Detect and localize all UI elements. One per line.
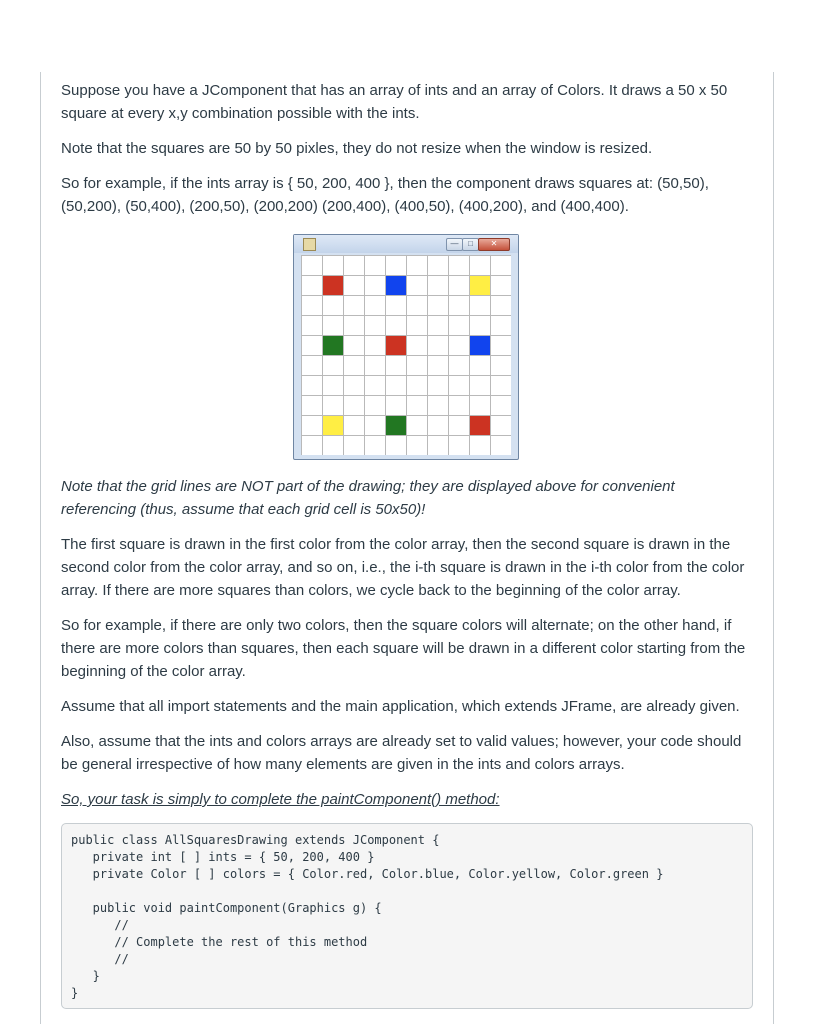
square-yellow-3 [470, 276, 490, 295]
code-block: public class AllSquaresDrawing extends JComponent { private int [ ] ints = { 50, 200, 400 } private Color [ ] colors = { Color.red, Color.blue, Color.yellow, Color.green } public void paintComponent(Graphics g) { // // Complete the rest of this method // } } [61, 823, 753, 1009]
example-paragraph: So for example, if the ints array is { 50, 200, 400 }, then the component draws squares at: (50,50), (50,200), (50,400), (200,50), (200,200) (200,400), (400,50), (400,200), and (400,400). [61, 175, 709, 215]
square-blue-2 [386, 276, 406, 295]
intro-paragraph: Suppose you have a JComponent that has an array of ints and an array of Colors. It draws a 50 x 50 square at every x,y combination possible with the ints. [61, 82, 728, 122]
task-statement: So, your task is simply to complete the paintComponent() method: [61, 791, 500, 808]
color-order-paragraph: The first square is drawn in the first color from the color array, then the second square is drawn in the second color from the color array, and so on, i.e., the i-th square is drawn in the i-th color from the color array. If there are more squares than colors, we cycle back to the beginning of the color array. [61, 536, 745, 599]
square-green-8 [386, 416, 406, 435]
square-red-9 [470, 416, 490, 435]
java-app-icon [303, 238, 316, 251]
assumption-paragraph: Assume that all import statements and the main application, which extends JFrame, are already given. [61, 698, 740, 715]
color-cycle-paragraph: So for example, if there are only two colors, then the square colors will alternate; on the other hand, if there are more colors than squares, then each square will be drawn in a different color starting from the beginning of the color array. [61, 617, 746, 680]
java-window [293, 234, 519, 460]
drawing-canvas [301, 255, 511, 455]
square-yellow-7 [323, 416, 343, 435]
square-green-4 [323, 336, 343, 355]
left-border [40, 72, 41, 1024]
question-content [61, 79, 753, 1009]
grid-note: Note that the grid lines are NOT part of the drawing; they are displayed above for convenient referencing (thus, assume that each grid cell is 50x50)! [61, 478, 675, 518]
square-blue-6 [470, 336, 490, 355]
arrays-paragraph: Also, assume that the ints and colors arrays are already set to valid values; however, your code should be general irrespective of how many elements are given in the ints and colors arrays. [61, 733, 742, 773]
size-note-paragraph: Note that the squares are 50 by 50 pixles, they do not resize when the window is resized. [61, 140, 653, 157]
window-titlebar [294, 235, 518, 253]
minimize-button[interactable]: — [446, 238, 463, 251]
square-red-1 [323, 276, 343, 295]
right-border [773, 72, 774, 1024]
close-button[interactable]: ✕ [478, 238, 510, 251]
maximize-button[interactable]: □ [462, 238, 479, 251]
square-red-5 [386, 336, 406, 355]
example-figure [293, 234, 519, 460]
